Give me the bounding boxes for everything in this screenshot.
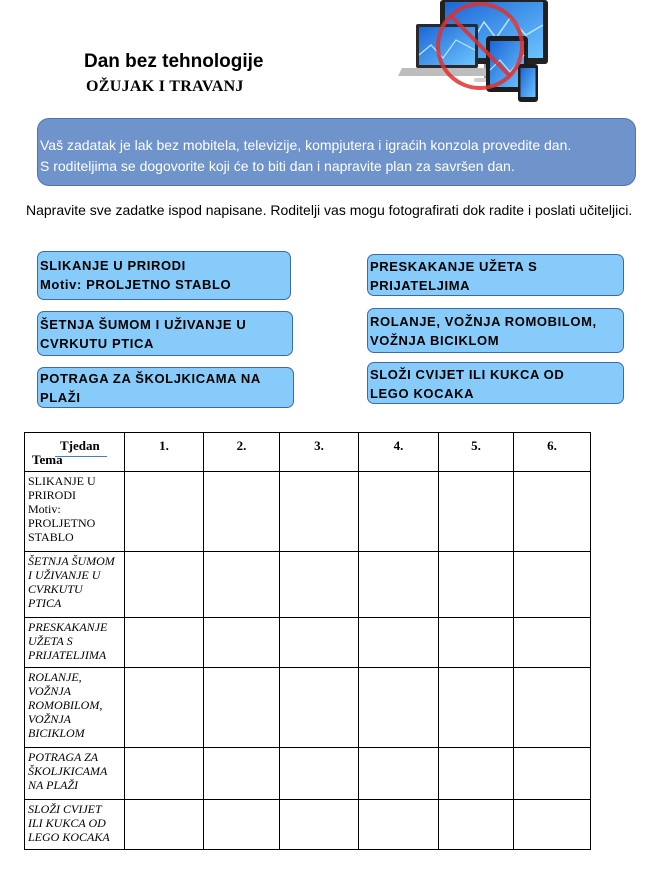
table-row bbox=[25, 618, 591, 668]
row-label-line: POTRAGA ZA bbox=[28, 750, 99, 764]
row-label-line: PTICA bbox=[28, 596, 62, 610]
instructions-line: S roditeljima se dogovorite koji će to biti dan i napravite plan za savršen dan. bbox=[40, 158, 515, 174]
week-column-header: 1. bbox=[125, 433, 204, 472]
week-column-header: 5. bbox=[439, 433, 514, 472]
instructions-box bbox=[37, 118, 636, 186]
check-cell[interactable] bbox=[280, 618, 359, 668]
check-cell[interactable] bbox=[204, 800, 280, 850]
week-column-header: 6. bbox=[514, 433, 591, 472]
check-cell[interactable] bbox=[125, 472, 204, 552]
check-cell[interactable] bbox=[204, 552, 280, 618]
check-cell[interactable] bbox=[125, 618, 204, 668]
check-cell[interactable] bbox=[125, 552, 204, 618]
row-label-cell bbox=[25, 800, 125, 850]
check-cell[interactable] bbox=[514, 668, 591, 748]
page-title: Dan bez tehnologije bbox=[84, 51, 264, 72]
row-label-line: Motiv: bbox=[28, 502, 61, 516]
page-subtitle: OŽUJAK I TRAVANJ bbox=[86, 78, 244, 95]
task-line: PRESKAKANJE UŽETA S bbox=[370, 259, 538, 274]
header-underline bbox=[55, 456, 107, 457]
table-row bbox=[25, 668, 591, 748]
row-label-line: UŽETA S bbox=[28, 634, 73, 648]
check-cell[interactable] bbox=[514, 800, 591, 850]
row-label-cell bbox=[25, 472, 125, 552]
check-cell[interactable] bbox=[514, 618, 591, 668]
check-cell[interactable] bbox=[439, 618, 514, 668]
week-column-header: 3. bbox=[280, 433, 359, 472]
task-line: ROLANJE, VOŽNJA ROMOBILOM, bbox=[370, 314, 597, 329]
week-header: Tjedan bbox=[60, 438, 100, 453]
row-label-line: ROMOBILOM, bbox=[28, 698, 103, 712]
row-label-line: ROLANJE, bbox=[28, 670, 82, 684]
task-line: POTRAGA ZA ŠKOLJKICAMA NA bbox=[40, 371, 261, 386]
task-line: VOŽNJA BICIKLOM bbox=[370, 333, 500, 348]
check-cell[interactable] bbox=[280, 472, 359, 552]
task-line: PRIJATELJIMA bbox=[370, 278, 471, 293]
check-cell[interactable] bbox=[204, 668, 280, 748]
check-cell[interactable] bbox=[359, 800, 439, 850]
row-label-cell bbox=[25, 748, 125, 800]
task-line: ŠETNJA ŠUMOM I UŽIVANJE U bbox=[40, 317, 247, 332]
check-cell[interactable] bbox=[439, 668, 514, 748]
check-cell[interactable] bbox=[204, 618, 280, 668]
task-line: PLAŽI bbox=[40, 390, 81, 405]
check-cell[interactable] bbox=[280, 552, 359, 618]
row-label-line: SLIKANJE U bbox=[28, 474, 96, 488]
check-cell[interactable] bbox=[125, 800, 204, 850]
check-cell[interactable] bbox=[514, 748, 591, 800]
theme-header: Tema bbox=[32, 452, 63, 467]
row-label-cell bbox=[25, 668, 125, 748]
intro-text: Napravite sve zadatke ispod napisane. Roditelji vas mogu fotografirati dok radite i poslati učiteljici. bbox=[26, 202, 633, 218]
row-label-line: BICIKLOM bbox=[28, 726, 85, 740]
task-box-seashells bbox=[37, 367, 294, 408]
check-cell[interactable] bbox=[204, 748, 280, 800]
row-label-cell bbox=[25, 552, 125, 618]
check-cell[interactable] bbox=[280, 748, 359, 800]
row-label-line: NA PLAŽI bbox=[28, 778, 79, 792]
row-label-line: PRIRODI bbox=[28, 488, 77, 502]
task-line: SLOŽI CVIJET ILI KUKCA OD bbox=[370, 367, 565, 382]
check-cell[interactable] bbox=[439, 552, 514, 618]
row-label-line: STABLO bbox=[28, 530, 74, 544]
row-label-line: CVRKUTU bbox=[28, 582, 83, 596]
check-cell[interactable] bbox=[359, 472, 439, 552]
check-cell[interactable] bbox=[359, 618, 439, 668]
check-cell[interactable] bbox=[204, 472, 280, 552]
row-label-line: ILI KUKCA OD bbox=[28, 816, 106, 830]
corner-header-cell bbox=[25, 433, 125, 472]
table-row bbox=[25, 472, 591, 552]
table-row bbox=[25, 552, 591, 618]
row-label-line: I UŽIVANJE U bbox=[28, 568, 101, 582]
weekly-tracking-table bbox=[24, 432, 591, 850]
instructions-line: Vaš zadatak je lak bez mobitela, televizije, kompjutera i igraćih konzola provedite dan. bbox=[40, 137, 572, 153]
task-line: SLIKANJE U PRIRODI bbox=[40, 258, 186, 273]
task-box-rollerblading bbox=[367, 308, 624, 353]
check-cell[interactable] bbox=[125, 748, 204, 800]
check-cell[interactable] bbox=[439, 748, 514, 800]
row-label-line: ŠETNJA ŠUMOM bbox=[28, 554, 115, 568]
row-label-line: ŠKOLJKICAMA bbox=[28, 764, 108, 778]
table-row bbox=[25, 748, 591, 800]
check-cell[interactable] bbox=[514, 472, 591, 552]
task-line: Motiv: PROLJETNO STABLO bbox=[40, 277, 232, 292]
no-devices-icon bbox=[396, 0, 556, 104]
row-label-cell bbox=[25, 618, 125, 668]
row-label-line: SLOŽI CVIJET bbox=[28, 802, 102, 816]
check-cell[interactable] bbox=[439, 472, 514, 552]
check-cell[interactable] bbox=[359, 552, 439, 618]
task-box-lego bbox=[367, 362, 624, 404]
check-cell[interactable] bbox=[359, 748, 439, 800]
row-label-line: VOŽNJA bbox=[28, 684, 71, 698]
table-header-row bbox=[25, 433, 591, 472]
row-label-line: PRESKAKANJE bbox=[28, 620, 108, 634]
row-label-line: LEGO KOCAKA bbox=[28, 830, 110, 844]
check-cell[interactable] bbox=[280, 800, 359, 850]
week-column-header: 4. bbox=[359, 433, 439, 472]
task-box-jump-rope bbox=[367, 254, 624, 296]
check-cell[interactable] bbox=[125, 668, 204, 748]
row-label-line: VOŽNJA bbox=[28, 712, 71, 726]
task-box-forest-walk bbox=[37, 311, 293, 356]
row-label-line: PROLJETNO bbox=[28, 516, 96, 530]
task-line: LEGO KOCAKA bbox=[370, 386, 475, 401]
row-label-line: PRIJATELJIMA bbox=[28, 648, 107, 662]
week-column-header: 2. bbox=[204, 433, 280, 472]
check-cell[interactable] bbox=[280, 668, 359, 748]
task-line: CVRKUTU PTICA bbox=[40, 336, 154, 351]
table-row bbox=[25, 800, 591, 850]
check-cell[interactable] bbox=[514, 552, 591, 618]
task-box-nature-drawing bbox=[37, 251, 291, 300]
check-cell[interactable] bbox=[439, 800, 514, 850]
check-cell[interactable] bbox=[359, 668, 439, 748]
